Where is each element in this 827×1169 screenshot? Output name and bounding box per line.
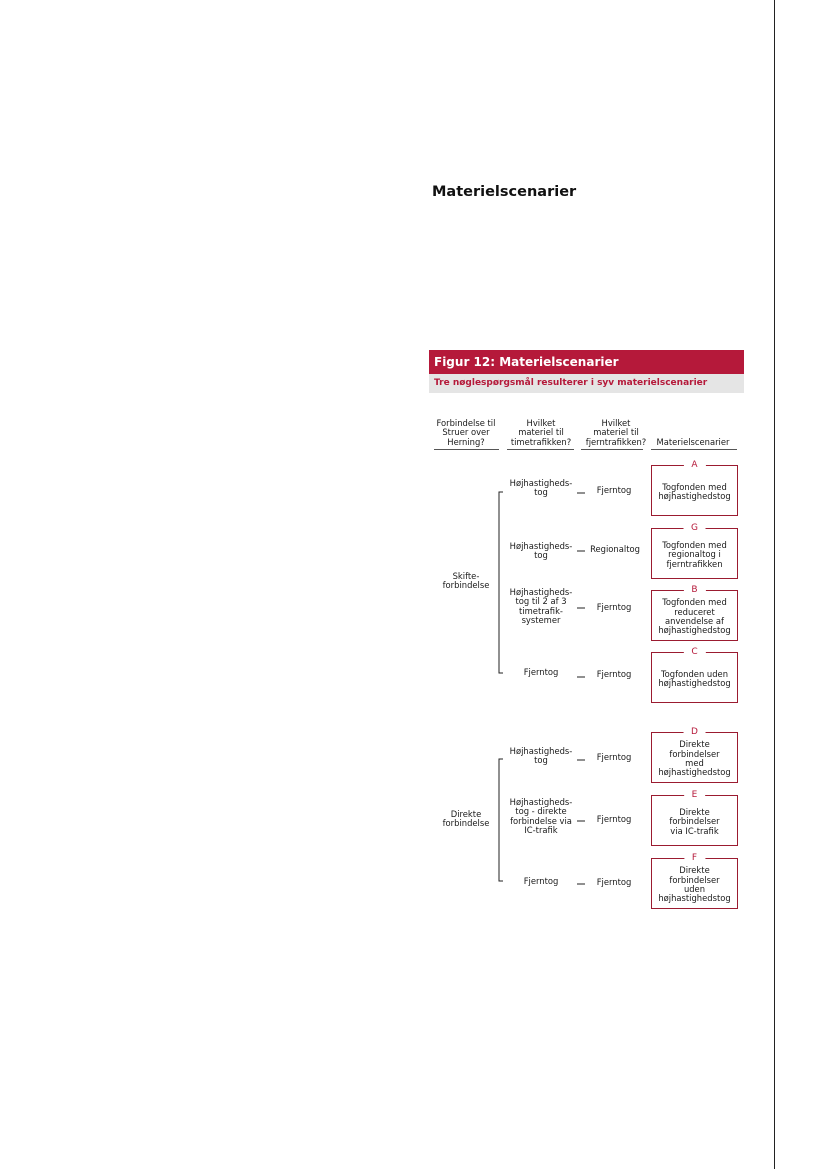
scenario-box-f <box>651 853 738 909</box>
scenario-text: Togfonden uden højhastighedstog <box>658 668 731 688</box>
scenario-box-c <box>651 647 738 703</box>
figure-title: Figur 12: Materielscenarier <box>429 350 744 374</box>
scenario-text: Direkte forbindelser uden højhastighedstog <box>658 865 731 904</box>
long-material-cell: Fjerntog <box>596 752 632 762</box>
cell-line: forbindelse via <box>510 815 572 826</box>
cell-line: IC-trafik <box>524 825 558 836</box>
cell-line: tog - direkte <box>515 806 567 817</box>
group-bracket <box>499 492 503 673</box>
scenario-text: Togfonden med højhastighedstog <box>658 481 731 501</box>
cell-line: systemer <box>521 615 561 626</box>
cell-line: Højhastigheds- <box>509 746 573 756</box>
scenario-letter: A <box>683 459 705 471</box>
scenario-text: Direkte forbindelser via IC-trafik <box>669 806 720 836</box>
scenario-box-d <box>651 727 738 783</box>
column-header-line: timetrafikken? <box>510 436 572 447</box>
cell-line: tog til 2 af 3 <box>515 596 567 607</box>
hour-material-cell <box>503 747 579 766</box>
column-header-line: materiel til <box>518 427 564 438</box>
scenario-box-a <box>651 460 738 516</box>
section-heading: Materielscenarier <box>432 184 577 200</box>
cell-line: timetrafik- <box>519 605 563 616</box>
figure-subtitle: Tre nøglespørgsmål resulterer i syv materielscenarier <box>429 374 744 393</box>
column-header-line: Hvilket <box>526 417 556 428</box>
column-header-line: Materielscenarier <box>656 436 730 447</box>
hour-material-cell <box>503 542 579 561</box>
scenario-letter: F <box>684 852 705 864</box>
column-header-line: Struer over <box>442 427 490 438</box>
cell-line: Højhastigheds- <box>509 797 573 807</box>
cell-line: tog <box>534 487 548 498</box>
scenario-box-b <box>651 585 738 641</box>
cell-line: Fjerntog <box>523 667 559 677</box>
scenario-letter: B <box>683 584 705 596</box>
long-material-cell: Fjerntog <box>596 814 632 824</box>
long-material-cell: Fjerntog <box>596 602 632 612</box>
long-material-cell: Regionaltog <box>590 544 640 554</box>
long-material-cell: Fjerntog <box>596 485 632 495</box>
scenario-letter: E <box>684 789 706 801</box>
hour-material-cell <box>503 877 579 886</box>
group-label-line: Skifte- <box>452 571 480 581</box>
column-header-line: materiel til <box>593 427 639 438</box>
hour-material-cell <box>503 588 579 626</box>
scenario-text: Togfonden med regionaltog i fjerntrafikken <box>662 539 727 569</box>
column-header-line: Hvilket <box>601 417 631 428</box>
scenario-box-e <box>651 790 738 846</box>
cell-line: Højhastigheds- <box>509 587 573 597</box>
scenario-letter: C <box>683 646 705 658</box>
column-header-line: Herning? <box>447 436 485 447</box>
hour-material-cell <box>503 479 579 498</box>
scenario-box-g <box>651 523 738 579</box>
cell-line: Fjerntog <box>523 876 559 886</box>
hour-material-cell <box>503 798 579 836</box>
scenario-text: Direkte forbindelser med højhastighedstog <box>658 739 731 778</box>
scenario-letter: G <box>683 522 706 534</box>
scenario-text: Togfonden med reduceret anvendelse af højhastighedstog <box>658 597 731 636</box>
column-header-line: Forbindelse til <box>436 417 496 428</box>
column-header-line: fjerntrafikken? <box>585 436 647 447</box>
scenario-letter: D <box>683 726 706 738</box>
cell-line: Højhastigheds- <box>509 541 573 551</box>
cell-line: tog <box>534 755 548 766</box>
cell-line: tog <box>534 550 548 561</box>
group-label-line: forbindelse <box>442 580 490 591</box>
long-material-cell: Fjerntog <box>596 877 632 887</box>
group-label-line: Direkte <box>450 809 482 819</box>
group-label-line: forbindelse <box>442 818 490 829</box>
long-material-cell: Fjerntog <box>596 669 632 679</box>
hour-material-cell <box>503 668 579 677</box>
cell-line: Højhastigheds- <box>509 478 573 488</box>
